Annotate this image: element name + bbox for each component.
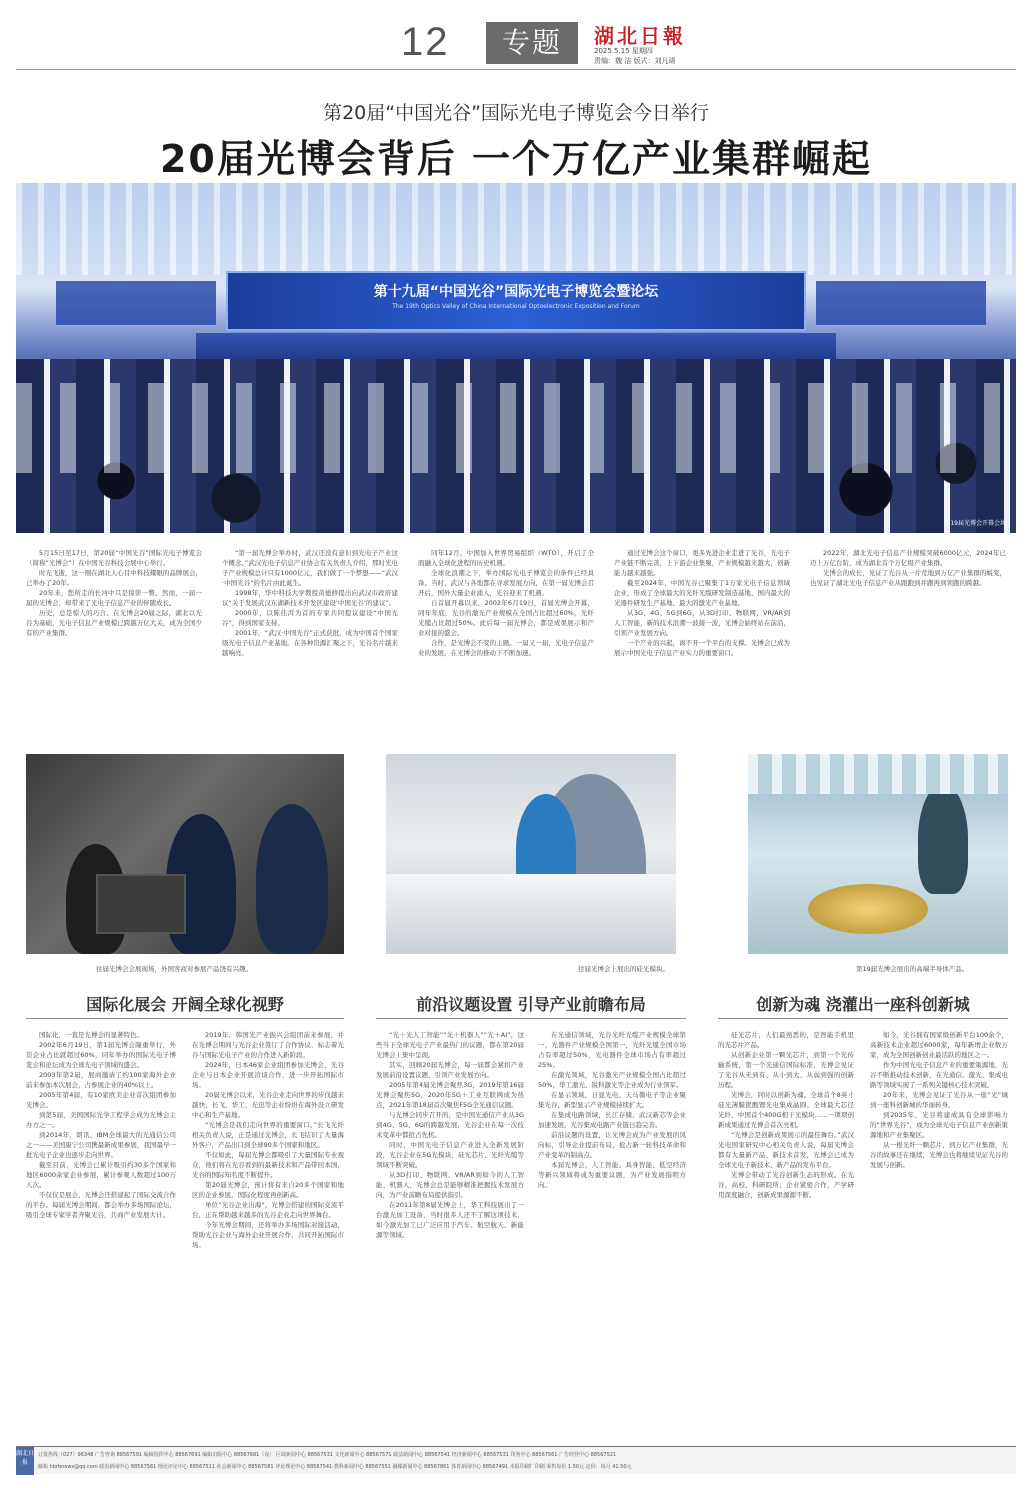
photo-semiconductor <box>748 754 1008 954</box>
article-paragraph: 5月15日至17日，第20届“中国光谷”国际光电子博览会（简称“光博会”）在中国光谷科技会展中心举行。 <box>26 549 202 567</box>
section-paragraph: 与光博会同步召开的，是中国光通信产业从3G到4G、5G、6G的跨越发展，光谷企业在每一次技术变革中都抢占先机。 <box>376 1111 524 1139</box>
section-paragraph: 不仅如此，每届光博会都吸引了大量国际专业观众，他们将在光谷看到的最新技术和产品带回本国，光谷的国际知名度不断提升。 <box>192 1151 344 1179</box>
section-paragraph: 到2014年，朗讯、IBM全球最大的光通信公司之一——美国康宁公司携最新成果参展，我国最早一批光电子企业也逐步走向世界。 <box>26 1131 176 1159</box>
hero-caption: 第19届光博会开幕会场 <box>944 520 1006 527</box>
section-paragraph: 作为中国光电子信息产业的重要策源地，光谷不断推动技术创新，在光通信、激光、集成电路等领域实现了一系列关键核心技术突破。 <box>870 1061 1008 1089</box>
section-column <box>718 1030 854 1438</box>
footer-bar <box>16 1446 1016 1474</box>
section-title: 国际化展会 开阔全球化视野 <box>86 995 284 1014</box>
article-column <box>810 548 1006 736</box>
section-paragraph: 在显示领域，日显光电、天马微电子等企业聚集光谷，新型显示产业规模持续扩大。 <box>538 1091 686 1109</box>
section-paragraph: 20年来，光博会见证了光谷从一座“光”城到一座科创新城的华丽转身。 <box>870 1091 1008 1109</box>
section-column <box>26 1030 176 1438</box>
section-paragraph: 从3D打印、物联网、VR/AR到如今的人工智能、机器人，光博会总是能够精准把握技术发展方向，为产业前瞻布局提供指引。 <box>376 1171 524 1199</box>
headline-title: 20届光博会背后 一个万亿产业集群崛起 <box>159 137 873 181</box>
article-paragraph: 合作，是光博会不变的主题。一届又一届，光电子信息产业的发展，在光博会的推动下不断加速。 <box>418 639 594 657</box>
article-paragraph: 截至2024年，中国光谷已聚集了1万家光电子信息领域企业，形成了全球最大的光纤光缆研发制造基地、国内最大的光器件研发生产基地、最大的激光产业基地。 <box>614 579 790 607</box>
article-column <box>418 548 594 736</box>
section-paragraph: 在光通信领域，光谷光纤光缆产业规模全球第一，光器件产业规模全国第一，光纤光缆全国市场占有率超过50%，光电器件全球市场占有率超过25%。 <box>538 1031 686 1069</box>
footer-info: 邮箱 hbrbnews@qq.com 政治新闻中心 88567561 理论评论中心 88567511 社会新闻中心 88567581 评论理论中心 88567541 教科新闻中心 88567551 融媒新闻中心 88567861 体育新闻中心 88567491 本报印刷厂印刷 零售每份 1.50元 定价：每月 41.50元 <box>38 1464 632 1470</box>
section-paragraph: 如今，光谷拥有国家级创新平台100余个，高新技术企业超过6000家，每年新增企业数万家，成为全国创新创业最活跃的地区之一。 <box>870 1031 1008 1059</box>
issue-editors: 责编：魏 洁 版式：刘凡琦 <box>594 57 676 65</box>
section-paragraph: 2019年，韩国光产业振兴会组团前来参展，并在光博会期间与光谷企业签订了合作协议，标志着光谷与国际光电子产业的合作进入新阶段。 <box>192 1031 344 1059</box>
section-title: 创新为魂 浇灌出一座科创新城 <box>756 995 970 1014</box>
footer-contacts: 订报热线（027）96348 广告咨询 88567591 编辑指挥中心 88567691 编辑出版中心 88567681（夜） 区域新闻中心 88567531 文化新闻中心 88567571 政法新闻中心 88567541 经济新闻中心 88567531 印务中心 88567561 广告经营中心 88567521 <box>38 1452 617 1458</box>
wafer-display <box>808 884 928 934</box>
hall-ceiling <box>16 183 1016 275</box>
section-column <box>538 1030 686 1438</box>
article-paragraph: “第一届光博会举办时，武汉还没有意识到光电子产业这个概念。”武汉光电子信息产业协会有关负责人介绍，那时光电子产业规模总计只有1000亿元，我们做了一个梦想——“武汉·中国光谷”的名片由此诞生。 <box>222 549 398 587</box>
equipment-box <box>96 874 186 934</box>
section-paragraph: 前沿议题的设置，让光博会成为产业发展的风向标，引导企业提前布局，抢占新一轮科技革命和产业变革的制高点。 <box>538 1131 686 1159</box>
section-paragraph: 从创新企业第一颗光芯片，到第一个光传输系统，第一个光通信国际标准，光博会见证了光谷从无到有、从小到大、从弱到强的创新历程。 <box>718 1051 854 1089</box>
article-paragraph: 时光飞逝，这一刚在湖北人心目中科技耀眼的品牌展会，已举办了20年。 <box>26 569 202 587</box>
side-screen-left <box>56 281 216 325</box>
article-paragraph: 全球化浪潮之下，举办国际光电子博览会的条件已经具备。当时，武汉与各地都在寻求发展方向，在第一届光博会召开后，国外大量企业涌入，光谷迎来了机遇。 <box>418 569 594 597</box>
article-paragraph: 20年来，您所走的长河中只是掠影一瞥。然而，一届一届的光博会，却带来了光电子信息产业的伴随成长。 <box>26 589 202 607</box>
photo-expo-booth <box>26 754 344 954</box>
section-paragraph: 单位“光谷企业出海”，光博会搭建的国际交流平台，正在帮助越来越多的光谷企业走向世界舞台。 <box>192 1201 344 1219</box>
article-paragraph: 从3G、4G、5G到6G，从3D打印、物联网、VR/AR到人工智能，新的技术浪潮一波接一波，光博会始终站在前沿，引领产业发展方向。 <box>614 609 790 637</box>
section-paragraph: “光博会是我们走向世界的重要窗口。”长飞光纤相关负责人说，正是通过光博会，长飞结识了大量海外客户，产品出口到全球90多个国家和地区。 <box>192 1121 344 1149</box>
section-paragraph: 国际化，一直是光博会的显著特色。 <box>39 1031 143 1039</box>
article-paragraph: 2022年，湖北光电子信息产业规模突破6000亿元，2024年已迈上万亿台阶，成为湖北首个万亿级产业集群。 <box>810 549 1006 567</box>
article-column <box>222 548 398 736</box>
section-divider <box>26 1018 344 1019</box>
display-table <box>386 874 676 954</box>
audience-chairs <box>16 383 1016 473</box>
stage-screen-title: 第十九届“中国光谷”国际光电子博览会暨论坛 <box>373 284 659 300</box>
section-paragraph: 到2035年，光谷将建成具有全球影响力的“世界光谷”，成为全球光电子信息产业创新策源地和产业集聚区。 <box>870 1111 1008 1139</box>
stage <box>196 333 836 359</box>
section-paragraph: “光博会是创新成果展示的最佳舞台。”武汉光电国家研究中心相关负责人说，每届光博会都有大量新产品、新技术首发，光博会已成为全球光电子新技术、新产品的发布平台。 <box>718 1131 854 1169</box>
section-paragraph: 在2011年第8届光博会上，华工科技展出了一台激光加工设备，当时很多人还不了解这项技术，如今激光加工已广泛应用于汽车、航空航天、新能源等领域。 <box>376 1201 524 1239</box>
article-paragraph: 1998年，华中科技大学教授黄德修提出向武汉市政府建议“关于发展武汉东湖新技术开发区建设‘中国光谷’的建议”。 <box>222 589 398 607</box>
section-paragraph: 20届光博会以来，光谷企业走向世界的步伐越来越快，长飞、华工、光迅等企业纷纷在海外设立研发中心和生产基地。 <box>192 1091 344 1119</box>
hero-photo <box>16 183 1016 533</box>
photo-caption: 第19届光博会展出的高端半导体产品。 <box>856 965 969 973</box>
page-number: 12 <box>401 20 450 64</box>
section-title: 前沿议题设置 引导产业前瞻布局 <box>416 995 646 1014</box>
issue-date: 2025.5.15 星期四 <box>594 47 653 55</box>
article-paragraph: 自首届开幕以来，2002年6月19日，首届光博会开幕，同年年底，光谷的激光产业规模在全国占比超过60%，光纤光缆占比超过50%。此后每一届光博会，都是成果展示和产业对接的盛会。 <box>418 599 594 637</box>
section-label: 专题 <box>486 22 578 64</box>
footer-logo: 湖北日报 <box>16 1447 34 1475</box>
section-paragraph: 同时，中国光电子信息产业进入全新发展阶段，光谷企业在5G光模块、硅光芯片、光纤光缆等领域不断突破。 <box>376 1141 524 1169</box>
section-paragraph: 光博会带动了光谷创新生态的形成。在光谷，高校、科研院所、企业紧密合作，产学研用深度融合，创新成果源源不断。 <box>718 1171 854 1199</box>
section-paragraph: 截至目前，光博会已累计吸引约30多个国家和地区6000余家企业参展，累计参观人数超过100万人次。 <box>26 1161 176 1189</box>
section-paragraph: 2005年第4届光博会聚焦3G，2019年第16届光博会聚焦5G，2020年5G＋工业互联网成为热点，2021年第18届首次聚焦F5G全光通信议题。 <box>376 1081 524 1109</box>
photo-caption: 往届光博会会展现场，外国客商对参展产品饶有兴趣。 <box>96 965 252 973</box>
section-paragraph: “光＋光人工智能”“光＋机器人”“光＋AI”，这些当下全球光电子产业最热门的议题，都在第20届光博会上集中呈现。 <box>376 1031 524 1059</box>
article-paragraph: 历史，总是惊人的巧合。在光博会20届之际，湖北以光谷为基础，光电子信息产业规模已跨越万亿大关，成为全国少有的产业集群。 <box>26 609 202 637</box>
section-divider <box>376 1018 686 1019</box>
article-paragraph: 同年12月，中国加入世界贸易组织（WTO），开启了全面融入全球化进程的历史机遇。 <box>418 549 594 567</box>
section-paragraph: 从一根光纤一颗芯片，到万亿产业集群，光谷的故事还在继续，光博会也将继续见证光谷的发展与创新。 <box>870 1141 1008 1169</box>
issue-meta <box>594 46 675 66</box>
section-paragraph: 第20届光博会，预计将有来自20多个国家和地区的企业参展，国际化程度再创新高。 <box>192 1181 344 1199</box>
stage-screen-subtitle: The 19th Optics Valley of China International Optoelectronic Exposition and Forum <box>392 303 640 310</box>
masthead <box>16 14 1016 70</box>
article-paragraph: 2001年，“武汉·中国光谷”正式获批，成为中国首个国家级光电子信息产业基地。在各种资源汇聚之下，光谷名片越来越响亮。 <box>222 629 398 657</box>
stage-screen <box>226 271 806 331</box>
section-column <box>376 1030 524 1438</box>
section-column <box>870 1030 1008 1438</box>
headline-kicker: 第20届“中国光谷”国际光电子博览会今日举行 <box>323 102 709 124</box>
section-paragraph: 今年光博会期间，还将举办多场国际对接活动，帮助光谷企业与海外企业开展合作，共同开拓国际市场。 <box>192 1221 344 1249</box>
section-paragraph: 其实，回顾20届光博会，每一届都会紧扣产业发展前沿设置议题，引领产业发展方向。 <box>376 1061 524 1079</box>
article-paragraph: 通过光博会这个窗口，更多先进企业走进了光谷，光电子产业链不断完善，上下游企业集聚，产业规模越来越大，创新能力越来越强。 <box>614 549 790 577</box>
section-paragraph: 2002年6月19日，第1届光博会隆重举行，外资企业占比就超过60%，同年举办的国际光电子博览会和论坛成为全球光电子领域的盛会。 <box>26 1041 176 1069</box>
photo-silicon-module <box>386 754 676 954</box>
section-paragraph: 不仅仅是展会，光博会还搭建起了国际交流合作的平台。每届光博会期间，都会举办多场国际论坛，吸引全球专家学者齐聚光谷，共商产业发展大计。 <box>26 1191 176 1219</box>
article-column <box>614 548 790 736</box>
person-figure <box>256 804 328 954</box>
section-paragraph: 2024年，日本46家企业组团参加光博会，光谷企业与日本企业开展洽谈合作，进一步开拓国际市场。 <box>192 1061 344 1089</box>
article-paragraph: 一个产业的兴起，离不开一个平台的支撑。光博会已成为展示中国光电子信息产业实力的重要窗口。 <box>614 639 790 657</box>
article-paragraph: 2000年，以陈佳洱为首的专家共同提议建设“中国光谷”，得到国家支持。 <box>222 609 398 627</box>
section-paragraph: 2003年第2届，展商邀请了约100家海外企业前来参加本次展会，占参展企业的40%以上。 <box>26 1071 176 1089</box>
section-paragraph: 2005年第4届，有10家欧美企业首次组团参加光博会。 <box>26 1091 176 1109</box>
photo-caption: 往届光博会上展出的硅光模块。 <box>578 965 669 973</box>
section-paragraph: 硅光芯片，人们最熟悉的，是智能手机里的光芯片产品。 <box>718 1031 854 1049</box>
section-paragraph: 在激光领域，光谷激光产业规模全国占比超过50%，华工激光、锐科激光等企业成为行业领军。 <box>538 1071 686 1089</box>
section-paragraph: 光博会，同时以创新为魂。全球首个8英寸硅光薄膜铌酸锂光电集成晶圆、全球最大芯径光纤、中国首个400G相干光模块……一项项创新成果通过光博会首次亮相。 <box>718 1091 854 1129</box>
article-paragraph: 光博会的成长，见证了光谷从一片荒地到万亿产业集群的蜕变，也见证了湖北光电子信息产业从跟跑到并跑再到领跑的跨越。 <box>810 569 1006 587</box>
section-column <box>192 1030 344 1438</box>
article-column <box>26 548 202 736</box>
hall-lights <box>748 754 1008 794</box>
section-paragraph: 在集成电路领域，长江存储、武汉新芯等企业加速发展，光谷集成电路产业链日趋完善。 <box>538 1111 686 1129</box>
side-screen-right <box>816 281 986 325</box>
section-divider <box>718 1018 1008 1019</box>
person-figure <box>918 784 968 894</box>
section-paragraph: 本届光博会，人工智能、具身智能、低空经济等新兴领域将成为重要议题，为产业发展指明方向。 <box>538 1161 686 1189</box>
paper-logo: 湖北日報 <box>594 24 686 48</box>
section-paragraph: 到第5届，美国国际光学工程学会成为光博会主办方之一。 <box>26 1111 176 1129</box>
